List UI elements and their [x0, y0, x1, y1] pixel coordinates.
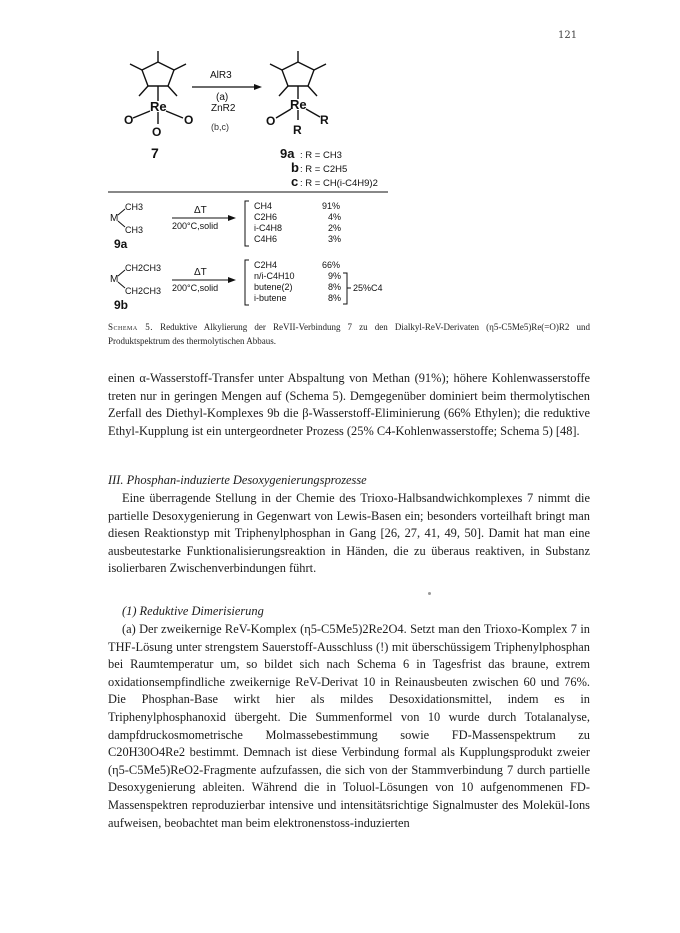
arrowhead-a: [228, 215, 236, 221]
caption-text: Reduktive Alkylierung der ReVII-Verbindung 7 zu den Dialkyl-ReV-Derivaten (η5-C5Me5)Re(=O)R2 und Produktspektrum des thermolytischen Abbaus.: [108, 322, 590, 346]
arrow-b-bottom: 200°C,solid: [172, 283, 219, 293]
reaction-scheme: [0, 0, 680, 330]
arrowhead-top: [254, 84, 262, 90]
arrow-b-top: ΔT: [194, 267, 207, 278]
speck: [428, 592, 431, 595]
metal-label-9a: M: [110, 213, 119, 224]
condition-bc: (b,c): [211, 122, 229, 132]
paragraph-alpha-transfer: [108, 370, 590, 440]
product-b-1-value: 66%: [322, 260, 341, 270]
product-a-1-name: CH4: [254, 201, 273, 211]
arrow-a-top: ΔT: [194, 205, 207, 216]
oxo-right: O: [266, 114, 276, 128]
bracket-a: [245, 201, 249, 246]
compound-label-9a: 9a: [114, 237, 128, 251]
product-b-4-value: 8%: [328, 293, 342, 303]
arrow-a-bottom: 200°C,solid: [172, 221, 219, 231]
ethyl-2-9b: CH2CH3: [125, 286, 162, 296]
product-key-c: c: [291, 174, 299, 189]
product-b-1-name: C2H4: [254, 260, 278, 270]
ethyl-1-9b: CH2CH3: [125, 263, 162, 273]
caption-label: Schema 5.: [108, 322, 154, 332]
scheme-caption: [108, 320, 590, 348]
alkyl-r-right-2: R: [320, 113, 329, 127]
paragraph-dimer: [108, 621, 590, 832]
metal-label-9b: M: [110, 274, 119, 285]
product-a-3-value: 2%: [328, 223, 342, 233]
paragraph-phosphan: [108, 490, 590, 578]
product-key-b: b: [291, 160, 299, 175]
section-heading: [108, 472, 590, 490]
product-b-2-value: 9%: [328, 271, 342, 281]
product-b-3-value: 8%: [328, 282, 342, 292]
product-b-2-name: n/i-C4H10: [254, 271, 295, 281]
product-b-4-name: i-butene: [254, 293, 287, 303]
bond-9a-down: [118, 221, 125, 227]
paragraph-text: Eine überragende Stellung in der Chemie des Trioxo-Halbsandwichkomplexes 7 nimmt die partielle Desoxygenierung in Gegenwart von Lewis-Basen ein; besonders vorteilhaft bringt man diesen Reaktionstyp mit Triphenylphosphan in Gang [26, 27, 41, 49, 50]. Damit hat man eine ausbeutestarke Funktionalisierungsreaktion in Händen, die zu überaus reaktiven, in Substanz isolierbaren Zwischenverbindungen führt.: [108, 491, 590, 576]
rhenium-atom-right: Re: [290, 97, 307, 112]
page-number: 121: [558, 30, 578, 41]
product-variant-b: : R = C2H5: [300, 164, 348, 175]
condition-a: (a): [216, 92, 229, 103]
product-a-4-name: C4H6: [254, 234, 278, 244]
bond-9a-up: [118, 209, 125, 215]
product-label-9a: 9a: [280, 146, 295, 161]
arrowhead-b: [228, 277, 236, 283]
bond-9b-down: [118, 282, 125, 288]
product-variant-c: : R = CH(i-C4H9)2: [300, 178, 378, 189]
bracket-c4: [343, 273, 351, 304]
compound-label-7: 7: [151, 145, 159, 161]
paragraph-text: (a) Der zweikernige ReV-Komplex (η5-C5Me5)2Re2O4. Setzt man den Trioxo-Komplex 7 in THF-Lösung unter strengstem Sauerstoff-Ausschluss (!) mit überschüssigem Triphenylphosphan bei Raumtemperatur um, so bildet sich nach Schema 6 in Tagesfrist das braune, extrem oxidationsempfindliche zweikernige ReV-Derivat 10 in Reinausbeuten zwischen 60 und 76%. Die Phosphan-Base wirkt hier als mildes Desoxidationsmittel, indem es in Triphenylphosphanoxid übergeht. Die Summenformel von 10 wurde durch Totalanalyse, dampfdruckosmometrische Molmassebestimmung sowie FD-Massenspektrum zu C20H30O4Re2 bestimmt. Demnach ist diese Verbindung formal als Kupplungsprodukt zweier (η5-C5Me5)ReO2-Fragmente aufzufassen, die sich von der Stammverbindung 7 durch partielle Desoxygenierung ableiten. Während die in Toluol-Lösungen von 10 aufgenommenen FD-Massenspektren reproduzierbar intensive und intensitätsrichtige Signalmuster des Molekül-Ions aufweisen, beobachtet man beim elektronenstoss-induzierten: [108, 622, 590, 830]
oxo-left-3: O: [184, 113, 194, 127]
section-heading-text: III. Phosphan-induzierte Desoxygenierungsprozesse: [108, 473, 367, 487]
product-a-4-value: 3%: [328, 234, 342, 244]
product-a-1-value: 91%: [322, 201, 341, 211]
bond-9b-up: [118, 270, 125, 276]
compound-label-9b: 9b: [114, 298, 129, 312]
product-b-3-name: butene(2): [254, 282, 293, 292]
paragraph-text: einen α-Wasserstoff-Transfer unter Abspaltung von Methan (91%); höhere Kohlenwasserstoffe treten nur in geringen Mengen auf (Schema 5). Demgegenüber dominiert beim thermolytischen Zerfall des Diethyl-Komplexes 9b die β-Wasserstoff-Eliminierung (66% Ethylen); die reduktive Ethyl-Kupplung ist ein untergeordneter Prozess (25% C4-Kohlenwasserstoffe; Schema 5) [48].: [108, 371, 590, 438]
oxo-left-1: O: [124, 113, 134, 127]
oxo-left-2: O: [152, 125, 162, 139]
methyl-1-9a: CH3: [125, 202, 144, 212]
bracket-b: [245, 260, 249, 305]
subsection-heading-text: (1) Reduktive Dimerisierung: [122, 604, 264, 618]
product-a-3-name: i-C4H8: [254, 223, 283, 233]
subsection-heading: [108, 603, 590, 621]
alkyl-r-right-1: R: [293, 123, 302, 137]
reagent-znr2: ZnR2: [211, 103, 236, 114]
methyl-2-9a: CH3: [125, 225, 144, 235]
product-a-2-value: 4%: [328, 212, 342, 222]
product-a-2-name: C2H6: [254, 212, 278, 222]
rhenium-atom-left: Re: [150, 99, 167, 114]
reagent-alr3: AlR3: [210, 70, 232, 81]
product-variant-a: : R = CH3: [300, 150, 342, 161]
c4-group-note: 25%C4: [353, 283, 383, 293]
